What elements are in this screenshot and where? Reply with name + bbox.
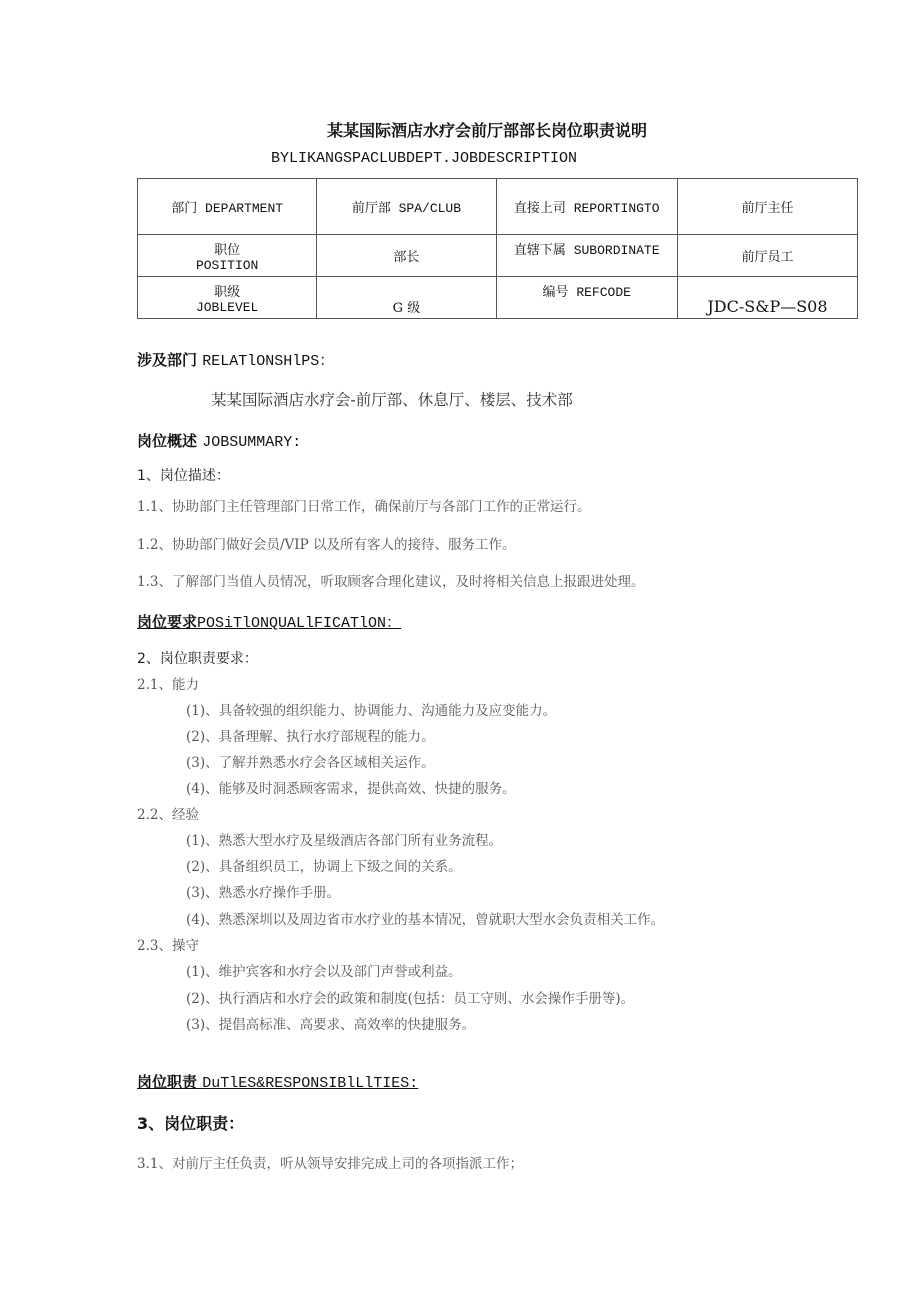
qualification-heading-en: POSiTlONQUALlFICATlON： <box>197 615 402 632</box>
list-item: (4)、熟悉深圳以及周边省市水疗业的基本情况，曾就职大型水会负责相关工作。 <box>186 912 665 928</box>
qualification-heading-cn: 岗位要求 <box>137 613 198 631</box>
position-label-cn: 职位 <box>214 242 241 258</box>
department-value: 前厅部 SPA/CLUB <box>317 179 496 235</box>
summary-item: 1.2、协助部门做好会员/VIP 以及所有客人的接待、服务工作。 <box>137 537 516 553</box>
list-item: (3)、熟悉水疗操作手册。 <box>186 885 341 901</box>
list-item: (1)、熟悉大型水疗及星级酒店各部门所有业务流程。 <box>186 833 503 849</box>
summary-sub: 1、岗位描述： <box>137 468 230 484</box>
list-item: (2)、执行酒店和水疗会的政策和制度(包括：员工守则、水会操作手册等)。 <box>186 991 635 1007</box>
refcode-value: JDC-S&P—S08 <box>677 277 857 319</box>
job-info-table <box>137 178 858 319</box>
position-value: 部长 <box>317 235 496 277</box>
summary-item: 1.1、协助部门主任管理部门日常工作，确保前厅与各部门工作的正常运行。 <box>137 499 591 515</box>
relationships-heading-cn: 涉及部门 <box>137 351 198 369</box>
table-row <box>138 179 858 235</box>
duties-heading <box>137 1071 418 1092</box>
joblevel-label-en: JOBLEVEL <box>195 299 259 315</box>
summary-heading-en: JOBSUMMARY: <box>202 434 302 451</box>
list-item: (2)、具备理解、执行水疗部规程的能力。 <box>186 729 435 745</box>
relationships-heading-en: RELATlONSHlPS： <box>202 353 335 370</box>
page-subtitle: BYLIKANGSPACLUBDEPT.JOBDESCRIPTION <box>271 150 578 167</box>
table-row <box>138 235 858 277</box>
reporting-label: 直接上司 REPORTINGTO <box>496 179 677 235</box>
joblevel-label-cn: 职级 <box>214 284 241 300</box>
list-item: (1)、维护宾客和水疗会以及部门声誉或利益。 <box>186 964 462 980</box>
section-label: 2.1、能力 <box>137 677 199 693</box>
list-item: (1)、具备较强的组织能力、协调能力、沟通能力及应变能力。 <box>186 703 557 719</box>
relationships-heading <box>137 349 334 370</box>
refcode-label: 编号 REFCODE <box>496 277 677 319</box>
list-item: (3)、了解并熟悉水疗会各区域相关运作。 <box>186 755 435 771</box>
section-label: 2.3、操守 <box>137 938 199 954</box>
summary-heading-cn: 岗位概述 <box>137 432 198 450</box>
table-row <box>138 277 858 319</box>
qualification-heading <box>137 611 401 632</box>
qualification-sub: 2、岗位职责要求： <box>137 651 258 667</box>
duties-sub: 3、岗位职责： <box>137 1114 245 1133</box>
list-item: (2)、具备组织员工，协调上下级之间的关系。 <box>186 859 462 875</box>
position-label <box>138 235 317 277</box>
joblevel-label <box>138 277 317 319</box>
reporting-value: 前厅主任 <box>677 179 857 235</box>
position-label-en: POSITION <box>195 257 259 273</box>
duties-item: 3.1、对前厅主任负责，听从领导安排完成上司的各项指派工作； <box>137 1156 523 1172</box>
relationships-text: 某某国际酒店水疗会-前厅部、休息厅、楼层、技术部 <box>211 391 573 409</box>
subordinate-value: 前厅员工 <box>677 235 857 277</box>
section-label: 2.2、经验 <box>137 807 199 823</box>
duties-heading-cn: 岗位职责 <box>137 1073 198 1091</box>
department-label: 部门 DEPARTMENT <box>138 179 317 235</box>
page-title: 某某国际酒店水疗会前厅部部长岗位职责说明 <box>327 121 648 140</box>
joblevel-value: G 级 <box>317 277 496 319</box>
list-item: (4)、能够及时洞悉顾客需求，提供高效、快捷的服务。 <box>186 781 516 797</box>
subordinate-label: 直辖下属 SUBORDINATE <box>496 235 677 277</box>
duties-heading-en: DuTlES&RESPONSIBlLlTIES: <box>202 1075 419 1092</box>
list-item: (3)、提倡高标准、高要求、高效率的快捷服务。 <box>186 1017 476 1033</box>
summary-item: 1.3、了解部门当值人员情况，听取顾客合理化建议，及时将相关信息上报跟进处理。 <box>137 574 645 590</box>
summary-heading <box>137 430 301 451</box>
